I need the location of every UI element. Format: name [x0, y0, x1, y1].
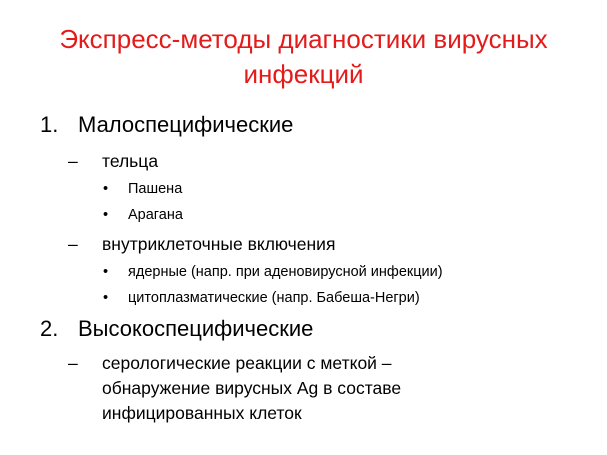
list-item-level2 — [68, 150, 568, 173]
list-item-text-line: инфицированных клеток — [102, 403, 302, 423]
list-item-level1 — [40, 316, 580, 342]
dash-marker: – — [68, 151, 78, 171]
list-item-level3 — [103, 288, 583, 308]
list-item-level2 — [68, 352, 568, 427]
title-line-1: Экспресс-методы диагностики вирусных — [59, 24, 548, 54]
list-item-text: ядерные (напр. при аденовирусной инфекции) — [128, 264, 443, 280]
list-item-text: Высокоспецифические — [78, 316, 314, 341]
list-item-text: тельца — [102, 151, 159, 171]
bullet-marker: • — [103, 264, 109, 280]
list-number: 2. — [40, 316, 59, 341]
list-item-text: цитоплазматические (напр. Бабеша-Негри) — [128, 290, 420, 306]
list-item-level3 — [103, 262, 583, 282]
list-item-text: Арагана — [128, 207, 183, 223]
title-line-2: инфекций — [243, 59, 364, 89]
list-item-text-line: обнаружение вирусных Ag в составе — [102, 378, 402, 398]
bullet-marker: • — [103, 181, 109, 197]
bullet-marker: • — [103, 207, 109, 223]
slide-title — [20, 22, 587, 92]
dash-marker: – — [68, 353, 78, 373]
list-item-level1 — [40, 112, 580, 138]
list-item-text: Пашена — [128, 181, 183, 197]
dash-marker: – — [68, 234, 78, 254]
list-item-text-line: серологические реакции с меткой – — [102, 353, 392, 373]
list-item-text: внутриклеточные включения — [102, 234, 336, 254]
list-item-level3 — [103, 179, 583, 199]
list-number: 1. — [40, 112, 59, 137]
list-item-text: Малоспецифические — [78, 112, 294, 137]
list-item-level2 — [68, 233, 568, 256]
bullet-marker: • — [103, 290, 109, 306]
list-item-level3 — [103, 205, 583, 225]
